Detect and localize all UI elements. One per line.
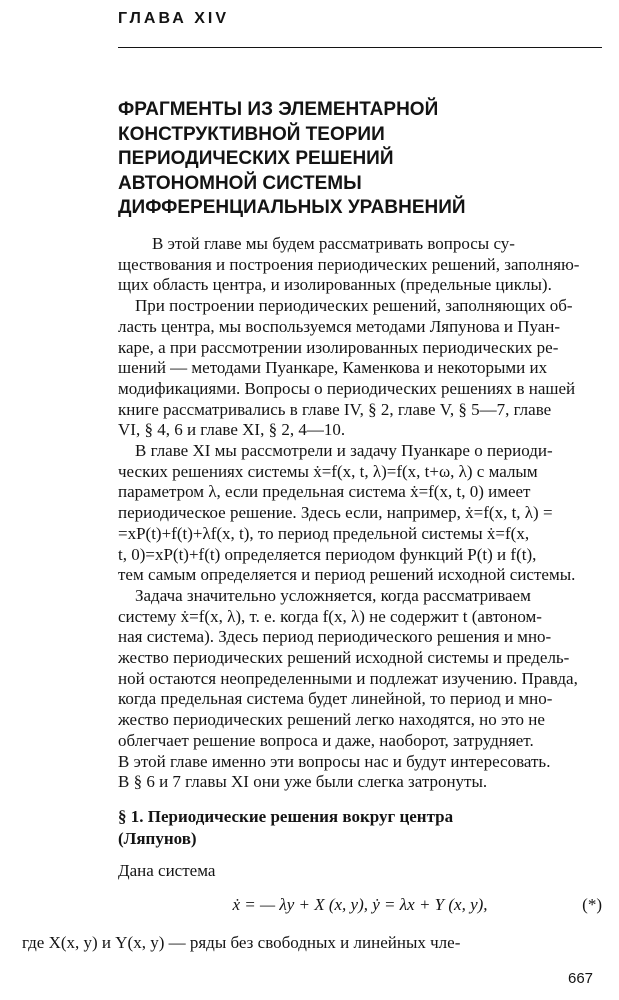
header-rule: [118, 47, 602, 48]
body-line: В § 6 и 7 главы XI они уже были слегка затронуты.: [118, 772, 488, 792]
body-line: ной остаются неопределенными и подлежат изучению. Правда,: [118, 668, 578, 688]
body-line: периодическое решение. Здесь если, например, ẋ=f(x, t, λ) =: [118, 503, 553, 523]
body-line: облегчает решение вопроса и даже, наоборот, затрудняет.: [118, 730, 534, 750]
body-line: В этой главе мы будем рассматривать вопросы су-: [118, 234, 515, 253]
body-line: В этой главе именно эти вопросы нас и будут интересовать.: [118, 751, 551, 771]
body-line: Задача значительно усложняется, когда рассматриваем: [118, 585, 531, 605]
section-heading: [118, 806, 602, 850]
body-line: когда предельная система будет линейной, то период и мно-: [118, 689, 553, 709]
title-line: КОНСТРУКТИВНОЙ ТЕОРИИ: [118, 123, 385, 145]
body-line: t, 0)=xP(t)+f(t) определяется периодом функций P(t) и f(t),: [118, 544, 537, 564]
body-text: [118, 234, 602, 793]
body-line: ласть центра, мы воспользуемся методами Ляпунова и Пуан-: [118, 316, 561, 336]
body-line: модификациями. Вопросы о периодических решениях в нашей: [118, 378, 576, 398]
page-number: 667: [568, 970, 594, 987]
body-line: тем самым определяется и период решений исходной системы.: [118, 565, 576, 585]
equation-number: (*): [582, 895, 602, 914]
body-line: каре, а при рассмотрении изолированных периодических ре-: [118, 337, 559, 357]
body-line: параметром λ, если предельная система ẋ=f(x, t, 0) имеет: [118, 482, 531, 502]
body-line: При построении периодических решений, заполняющих об-: [118, 296, 573, 316]
chapter-title: [118, 98, 578, 221]
title-line: ДИФФЕРЕНЦИАЛЬНЫХ УРАВНЕНИЙ: [118, 197, 466, 218]
body-line: систему ẋ=f(x, λ), т. е. когда f(x, λ) не содержит t (автоном-: [118, 606, 542, 626]
body-line: VI, § 4, 6 и главе XI, § 2, 4—10.: [118, 420, 346, 440]
body-line: книге рассматривались в главе IV, § 2, главе V, § 5—7, главе: [118, 399, 552, 419]
body-line: шений — методами Пуанкаре, Каменкова и некоторыми их: [118, 358, 548, 378]
body-line: В главе XI мы рассмотрели и задачу Пуанкаре о периоди-: [118, 441, 553, 461]
body-line: =xP(t)+f(t)+λf(x, t), то период предельной системы ẋ=f(x,: [118, 523, 530, 543]
body-line: ществования и построения периодических решений, заполняю-: [118, 254, 580, 274]
body-line: ная система). Здесь период периодического решения и мно-: [118, 627, 552, 647]
body-line: жество периодических решений легко находятся, но это не: [118, 710, 545, 730]
title-line: ФРАГМЕНТЫ ИЗ ЭЛЕМЕНТАРНОЙ: [118, 99, 439, 120]
continuation-line: где X(x, y) и Y(x, y) — ряды без свободных и линейных чле-: [22, 933, 461, 952]
title-line: ПЕРИОДИЧЕСКИХ РЕШЕНИЙ: [118, 148, 394, 169]
chapter-heading: ГЛАВА XIV: [118, 10, 229, 27]
section-heading-line: § 1. Периодические решения вокруг центра: [118, 807, 454, 826]
title-line: АВТОНОМНОЙ СИСТЕМЫ: [118, 172, 362, 194]
body-line: ческих решениях системы ẋ=f(x, t, λ)=f(x, t+ω, λ) с малым: [118, 461, 538, 481]
body-line: жество периодических решений исходной системы и предель-: [118, 648, 570, 668]
given-text: Дана система: [118, 861, 216, 880]
body-line: щих область центра, и изолированных (предельные циклы).: [118, 275, 552, 295]
equation-body: ẋ = — λy + X (x, y), ẏ = λx + Y (x, y),: [232, 895, 488, 914]
section-heading-line: (Ляпунов): [118, 829, 197, 848]
